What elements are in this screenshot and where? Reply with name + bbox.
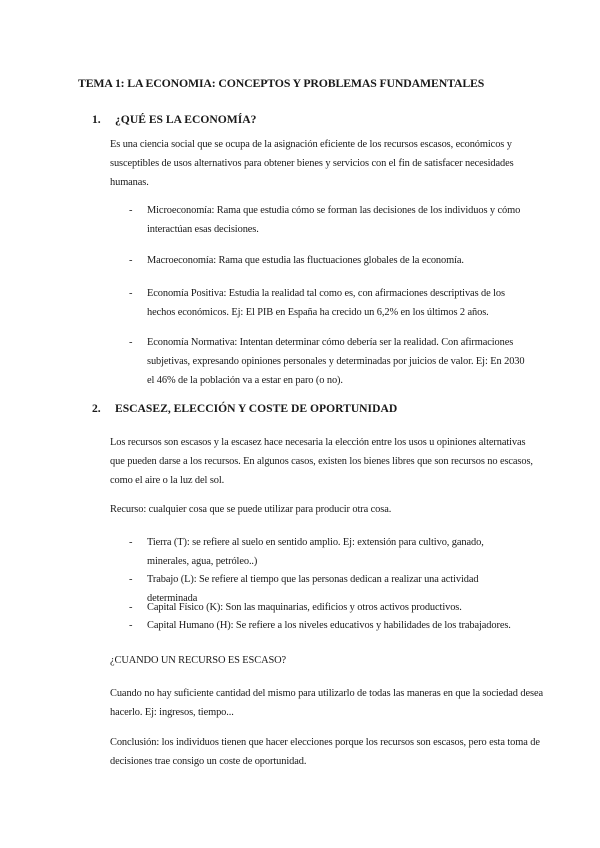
scarcity-answer: Cuando no hay suficiente cantidad del mismo para utilizarlo de todas las maneras en que la sociedad desea hacerlo. Ej: ingresos, tiempo... xyxy=(110,688,543,718)
bullet-marker: - xyxy=(129,255,133,266)
list-item-text: Economía Positiva: Estudia la realidad tal como es, con afirmaciones descriptivas de los hechos económicos. Ej: El PIB en España ha crecido un 6,2% en los últimos 2 años. xyxy=(147,288,505,318)
document-title: TEMA 1: LA ECONOMIA: CONCEPTOS Y PROBLEMAS FUNDAMENTALES xyxy=(78,76,485,90)
list-item xyxy=(129,616,557,635)
list-item-text: Capital Humano (H): Se refiere a los niveles educativos y habilidades de los trabajadores. xyxy=(147,620,511,631)
section-2-number: 2. xyxy=(92,402,101,415)
bullet-marker: - xyxy=(129,602,133,613)
list-item xyxy=(129,333,532,390)
section-1-title: ¿QUÉ ES LA ECONOMÍA? xyxy=(115,113,257,126)
conclusion: Conclusión: los individuos tienen que hacer elecciones porque los recursos son escasos, pero esta toma de decisiones trae consigo un coste de oportunidad. xyxy=(110,737,540,767)
list-item xyxy=(129,533,517,571)
list-item-text: Macroeconomía: Rama que estudia las fluctuaciones globales de la economía. xyxy=(147,255,464,266)
bullet-marker: - xyxy=(129,288,133,299)
section-2-heading xyxy=(92,402,397,415)
list-item xyxy=(129,284,527,322)
bullet-marker: - xyxy=(129,620,133,631)
scarcity-question: ¿CUANDO UN RECURSO ES ESCASO? xyxy=(110,655,287,666)
list-item xyxy=(129,251,532,270)
section-1-number: 1. xyxy=(92,113,101,126)
section-2-title: ESCASEZ, ELECCIÓN Y COSTE DE OPORTUNIDAD xyxy=(115,402,398,415)
recurso-definition: Recurso: cualquier cosa que se puede utilizar para producir otra cosa. xyxy=(110,504,392,515)
list-item xyxy=(129,598,547,617)
bullet-marker: - xyxy=(129,205,133,216)
list-item xyxy=(129,201,532,239)
section-2-intro: Los recursos son escasos y la escasez hace necesaria la elección entre los usos u opiniones alternativas que pueden darse a los recursos. En algunos casos, existen los bienes libres que son recursos no escasos, como el aire o la luz del sol. xyxy=(110,437,533,486)
list-item-text: Capital Físico (K): Son las maquinarias, edificios y otros activos productivos. xyxy=(147,602,462,613)
list-item-text: Economía Normativa: Intentan determinar cómo debería ser la realidad. Con afirmaciones subjetivas, expresando opiniones personales y determinadas por juicios de valor. Ej: En 2030 el 46% de la población va a estar en paro (o no). xyxy=(147,337,525,386)
bullet-marker: - xyxy=(129,537,133,548)
section-1-heading xyxy=(92,113,256,126)
list-item-text: Tierra (T): se refiere al suelo en sentido amplio. Ej: extensión para cultivo, ganado, minerales, agua, petróleo..) xyxy=(147,537,484,567)
list-item-text: Trabajo (L): Se refiere al tiempo que las personas dedican a realizar una actividad determinada xyxy=(147,574,479,604)
bullet-marker: - xyxy=(129,337,133,348)
bullet-marker: - xyxy=(129,574,133,585)
list-item-text: Microeconomía: Rama que estudia cómo se forman las decisiones de los individuos y cómo interactúan esas decisiones. xyxy=(147,205,521,235)
section-1-intro: Es una ciencia social que se ocupa de la asignación eficiente de los recursos escasos, económicos y susceptibles de usos alternativos para obtener bienes y servicios con el fin de satisfacer necesidades humanas. xyxy=(110,139,514,188)
